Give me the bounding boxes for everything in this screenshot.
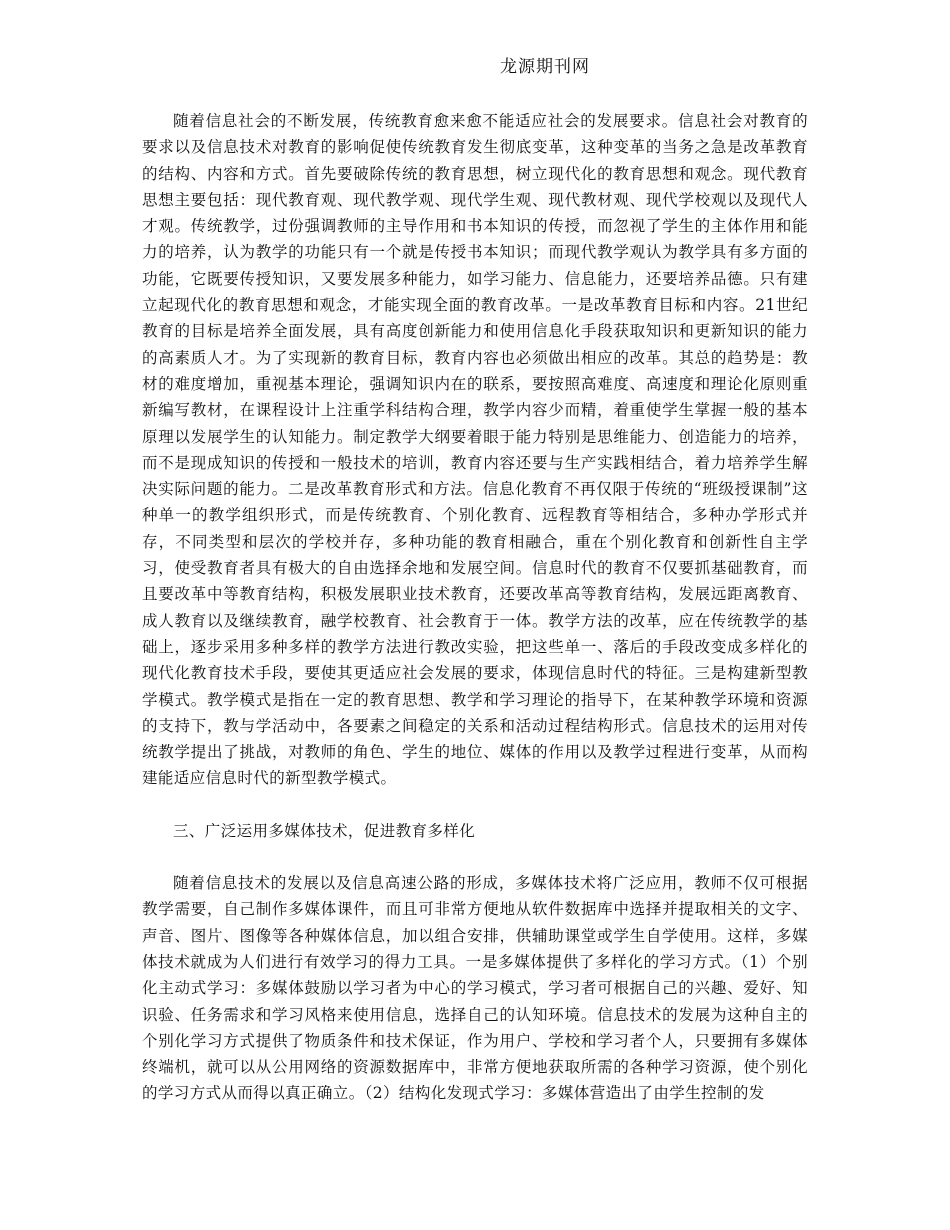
site-name: 龙源期刊网	[500, 57, 590, 77]
body-paragraph: 随着信息技术的发展以及信息高速公路的形成，多媒体技术将广泛应用，教师不仅可根据教学需要，自己制作多媒体课件，而且可非常方便地从软件数据库中选择并提取相关的文字、声音、图片、图像等各种媒体信息，加以组合安排，供辅助课堂或学生自学使用。这样，多媒体技术就成为人们进行有效学习的得力工具。一是多媒体提供了多样化的学习方式。（1）个别化主动式学习：多媒体鼓励以学习者为中心的学习模式，学习者可根据自己的兴趣、爱好、知识验、任务需求和学习风格来使用信息，选择自己的认知环境。信息技术的发展为这种自主的个别化学习方式提供了物质条件和技术保证，作为用户、学校和学习者个人，只要拥有多媒体终端机，就可以从公用网络的资源数据库中，非常方便地获取所需的各种学习资源，使个别化的学习方式从而得以真正确立。（2）结构化发现式学习：多媒体营造出了由学生控制的发	[142, 874, 808, 1103]
body-paragraph: 随着信息社会的不断发展，传统教育愈来愈不能适应社会的发展要求。信息社会对教育的要求以及信息技术对教育的影响促使传统教育发生彻底变革，这种变革的当务之急是改革教育的结构、内容和方式。首先要破除传统的教育思想，树立现代化的教育思想和观念。现代教育思想主要包括：现代教育观、现代教学观、现代学生观、现代教材观、现代学校观以及现代人才观。传统教学，过份强调教师的主导作用和书本知识的传授，而忽视了学生的主体作用和能力的培养，认为教学的功能只有一个就是传授书本知识；而现代教学观认为教学具有多方面的功能，它既要传授知识，又要发展多种能力，如学习能力、信息能力，还要培养品德。只有建立起现代化的教育思想和观念，才能实现全面的教育改革。一是改革教育目标和内容。21世纪教育的目标是培养全面发展，具有高度创新能力和使用信息化手段获取知识和更新知识的能力的高素质人才。为了实现新的教育目标，教育内容也必须做出相应的改革。其总的趋势是：教材的难度增加，重视基本理论，强调知识内在的联系，要按照高难度、高速度和理论化原则重新编写教材，在课程设计上注重学科结构合理，教学内容少而精，着重使学生掌握一般的基本原理以发展学生的认知能力。制定教学大纲要着眼于能力特别是思维能力、创造能力的培养，而不是现成知识的传授和一般技术的培训，教育内容还要与生产实践相结合，着力培养学生解决实际问题的能力。二是改革教育形式和方法。信息化教育不再仅限于传统的“班级授课制”这种单一的教学组织形式，而是传统教育、个别化教育、远程教育等相结合，多种办学形式并存，不同类型和层次的学校并存，多种功能的教育相融合，重在个别化教育和创新性自主学习，使受教育者具有极大的自由选择余地和发展空间。信息时代的教育不仅要抓基础教育，而且要改革中等教育结构，积极发展职业技术教育，还要改革高等教育结构，发展远距离教育、成人教育以及继续教育，融学校教育、社会教育于一体。教学方法的改革，应在传统教学的基础上，逐步采用多种多样的教学方法进行教改实验，把这些单一、落后的手段改变成多样化的现代化教育技术手段，要使其更适应社会发展的要求，体现信息时代的特征。三是构建新型教学模式。教学模式是指在一定的教育思想、教学和学习理论的指导下，在某种教学环境和资源的支持下，教与学活动中，各要素之间稳定的关系和活动过程结构形式。信息技术的运用对传统教学提出了挑战，对教师的角色、学生的地位、媒体的作用以及教学过程进行变革，从而构建能适应信息时代的新型教学模式。	[142, 112, 808, 788]
section-heading: 三、广泛运用多媒体技术，促进教育多样化	[173, 821, 476, 840]
page-header	[0, 52, 950, 77]
article-body	[142, 108, 808, 1107]
